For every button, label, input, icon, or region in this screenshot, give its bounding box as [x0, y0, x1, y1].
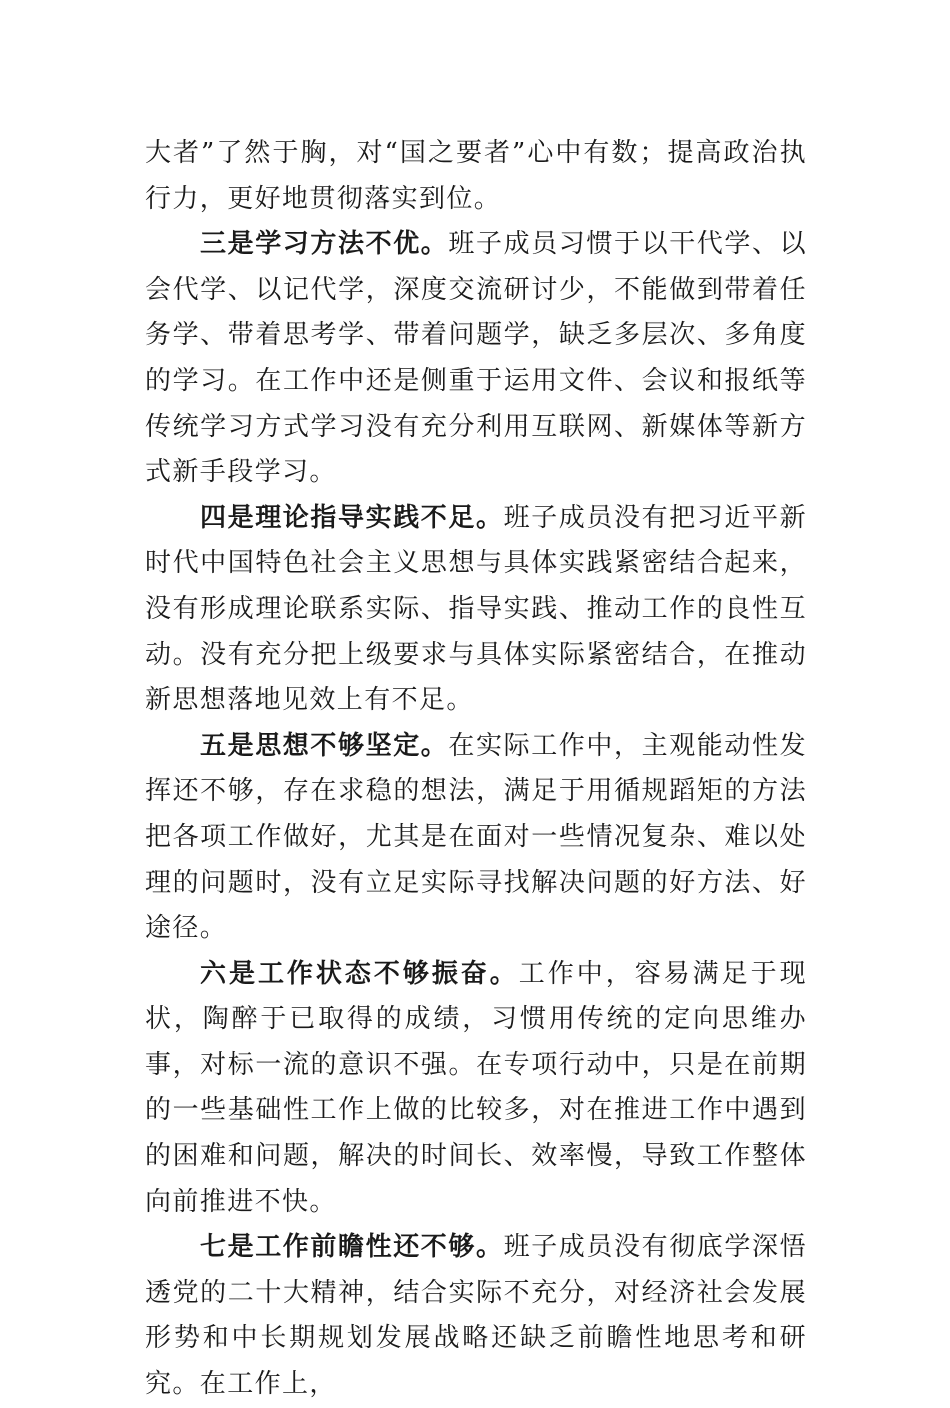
paragraph-item-7: [145, 1225, 807, 1407]
paragraph-lead: 六是工作状态不够振奋。: [200, 958, 519, 989]
paragraph-continuation: [145, 131, 807, 222]
document-page: [145, 131, 807, 1408]
paragraph-text: 班子成员习惯于以干代学、以会代学、以记代学，深度交流研讨少，不能做到带着任务学、带着思考学、带着问题学，缺乏多层次、多角度的学习。在工作中还是侧重于运用文件、会议和报纸等传统学习方式学习没有充分利用互联网、新媒体等新方式新手段学习。: [145, 229, 807, 488]
paragraph-lead: 三是学习方法不优。: [200, 229, 449, 260]
paragraph-lead: 四是理论指导实践不足。: [200, 502, 504, 533]
paragraph-item-4: [145, 496, 807, 724]
paragraph-text: 工作中，容易满足于现状，陶醉于已取得的成绩，习惯用传统的定向思维办事，对标一流的意识不强。在专项行动中，只是在前期的一些基础性工作上做的比较多，对在推进工作中遇到的困难和问题，解决的时间长、效率慢，导致工作整体向前推进不快。: [145, 958, 807, 1217]
paragraph-text: 在实际工作中，主观能动性发挥还不够，存在求稳的想法，满足于用循规蹈矩的方法把各项工作做好，尤其是在面对一些情况复杂、难以处理的问题时，没有立足实际寻找解决问题的好方法、好途径。: [145, 730, 807, 944]
paragraph-item-6: [145, 952, 807, 1226]
paragraph-lead: 七是工作前瞻性还不够。: [200, 1232, 504, 1263]
paragraph-item-3: [145, 222, 807, 496]
paragraph-item-5: [145, 724, 807, 952]
paragraph-text: 大者”了然于胸，对“国之要者”心中有数；提高政治执行力，更好地贯彻落实到位。: [145, 138, 807, 214]
paragraph-lead: 五是思想不够坚定。: [200, 730, 449, 761]
paragraph-text: 班子成员没有彻底学深悟透党的二十大精神，结合实际不充分，对经济社会发展形势和中长期规划发展战略还缺乏前瞻性地思考和研究。在工作上，: [145, 1232, 807, 1400]
paragraph-text: 班子成员没有把习近平新时代中国特色社会主义思想与具体实践紧密结合起来，没有形成理论联系实际、指导实践、推动工作的良性互动。没有充分把上级要求与具体实际紧密结合，在推动新思想落地见效上有不足。: [145, 502, 807, 716]
